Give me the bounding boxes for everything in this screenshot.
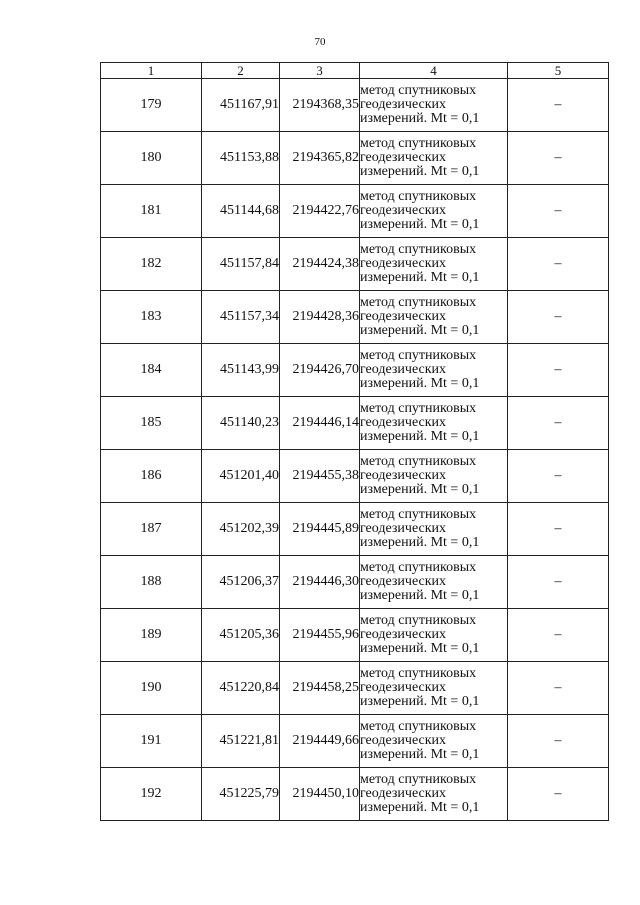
table-row xyxy=(101,609,609,662)
method-line: метод спутниковых xyxy=(360,401,477,416)
method-line: измерений. Mt = 0,1 xyxy=(360,747,480,762)
point-number-cell: 185 xyxy=(101,397,202,450)
x-coordinate-cell: 451140,23 xyxy=(202,397,280,450)
method-line: геодезических xyxy=(360,521,447,536)
table-row xyxy=(101,397,609,450)
point-number-cell: 190 xyxy=(101,662,202,715)
table-row xyxy=(101,291,609,344)
extra-cell: – xyxy=(508,79,609,132)
method-line: измерений. Mt = 0,1 xyxy=(360,217,480,232)
table-body xyxy=(101,79,609,821)
extra-cell: – xyxy=(508,291,609,344)
table-row xyxy=(101,238,609,291)
method-line: метод спутниковых xyxy=(360,454,477,469)
method-line: метод спутниковых xyxy=(360,136,477,151)
method-line: геодезических xyxy=(360,415,447,430)
y-coordinate-cell: 2194365,82 xyxy=(280,132,360,185)
point-number-cell: 189 xyxy=(101,609,202,662)
x-coordinate-cell: 451220,84 xyxy=(202,662,280,715)
y-coordinate-cell: 2194455,96 xyxy=(280,609,360,662)
method-line: метод спутниковых xyxy=(360,666,477,681)
point-number-cell: 181 xyxy=(101,185,202,238)
x-coordinate-cell: 451201,40 xyxy=(202,450,280,503)
extra-cell: – xyxy=(508,344,609,397)
x-coordinate-cell: 451143,99 xyxy=(202,344,280,397)
method-cell xyxy=(360,344,508,397)
method-line: геодезических xyxy=(360,150,447,165)
extra-cell: – xyxy=(508,238,609,291)
point-number-cell: 180 xyxy=(101,132,202,185)
y-coordinate-cell: 2194455,38 xyxy=(280,450,360,503)
method-line: измерений. Mt = 0,1 xyxy=(360,270,480,285)
method-line: измерений. Mt = 0,1 xyxy=(360,800,480,815)
method-line: геодезических xyxy=(360,680,447,695)
x-coordinate-cell: 451225,79 xyxy=(202,768,280,821)
point-number-cell: 183 xyxy=(101,291,202,344)
y-coordinate-cell: 2194449,66 xyxy=(280,715,360,768)
x-coordinate-cell: 451202,39 xyxy=(202,503,280,556)
method-line: измерений. Mt = 0,1 xyxy=(360,323,480,338)
method-line: метод спутниковых xyxy=(360,295,477,310)
method-cell xyxy=(360,556,508,609)
x-coordinate-cell: 451205,36 xyxy=(202,609,280,662)
method-line: метод спутниковых xyxy=(360,613,477,628)
method-cell xyxy=(360,609,508,662)
method-cell xyxy=(360,715,508,768)
y-coordinate-cell: 2194446,30 xyxy=(280,556,360,609)
x-coordinate-cell: 451167,91 xyxy=(202,79,280,132)
method-line: измерений. Mt = 0,1 xyxy=(360,164,480,179)
method-line: метод спутниковых xyxy=(360,507,477,522)
extra-cell: – xyxy=(508,662,609,715)
method-line: измерений. Mt = 0,1 xyxy=(360,376,480,391)
method-cell xyxy=(360,79,508,132)
method-cell xyxy=(360,503,508,556)
point-number-cell: 191 xyxy=(101,715,202,768)
y-coordinate-cell: 2194422,76 xyxy=(280,185,360,238)
extra-cell: – xyxy=(508,397,609,450)
y-coordinate-cell: 2194424,38 xyxy=(280,238,360,291)
point-number-cell: 182 xyxy=(101,238,202,291)
method-line: геодезических xyxy=(360,574,447,589)
method-cell xyxy=(360,132,508,185)
point-number-cell: 186 xyxy=(101,450,202,503)
method-line: измерений. Mt = 0,1 xyxy=(360,429,480,444)
method-line: метод спутниковых xyxy=(360,560,477,575)
table-row xyxy=(101,503,609,556)
method-cell xyxy=(360,238,508,291)
extra-cell: – xyxy=(508,768,609,821)
method-line: геодезических xyxy=(360,256,447,271)
method-cell xyxy=(360,450,508,503)
extra-cell: – xyxy=(508,556,609,609)
table-row xyxy=(101,662,609,715)
table-row xyxy=(101,450,609,503)
y-coordinate-cell: 2194446,14 xyxy=(280,397,360,450)
x-coordinate-cell: 451157,34 xyxy=(202,291,280,344)
method-line: измерений. Mt = 0,1 xyxy=(360,694,480,709)
y-coordinate-cell: 2194450,10 xyxy=(280,768,360,821)
method-line: метод спутниковых xyxy=(360,719,477,734)
table-row xyxy=(101,132,609,185)
extra-cell: – xyxy=(508,609,609,662)
method-line: геодезических xyxy=(360,627,447,642)
table-row xyxy=(101,715,609,768)
method-line: геодезических xyxy=(360,468,447,483)
y-coordinate-cell: 2194428,36 xyxy=(280,291,360,344)
x-coordinate-cell: 451144,68 xyxy=(202,185,280,238)
extra-cell: – xyxy=(508,450,609,503)
extra-cell: – xyxy=(508,185,609,238)
header-col-y: 3 xyxy=(280,63,360,79)
table-row xyxy=(101,344,609,397)
method-line: измерений. Mt = 0,1 xyxy=(360,111,480,126)
extra-cell: – xyxy=(508,715,609,768)
method-line: измерений. Mt = 0,1 xyxy=(360,535,480,550)
header-col-x: 2 xyxy=(202,63,280,79)
point-number-cell: 184 xyxy=(101,344,202,397)
table-row xyxy=(101,556,609,609)
y-coordinate-cell: 2194445,89 xyxy=(280,503,360,556)
method-line: геодезических xyxy=(360,203,447,218)
coordinates-table xyxy=(100,62,609,821)
method-line: геодезических xyxy=(360,97,447,112)
method-line: метод спутниковых xyxy=(360,189,477,204)
header-row xyxy=(101,63,609,79)
table-row xyxy=(101,768,609,821)
x-coordinate-cell: 451153,88 xyxy=(202,132,280,185)
header-col-extra: 5 xyxy=(508,63,609,79)
method-line: измерений. Mt = 0,1 xyxy=(360,588,480,603)
method-line: измерений. Mt = 0,1 xyxy=(360,641,480,656)
y-coordinate-cell: 2194368,35 xyxy=(280,79,360,132)
table-row xyxy=(101,79,609,132)
x-coordinate-cell: 451206,37 xyxy=(202,556,280,609)
point-number-cell: 188 xyxy=(101,556,202,609)
extra-cell: – xyxy=(508,132,609,185)
y-coordinate-cell: 2194426,70 xyxy=(280,344,360,397)
header-col-method: 4 xyxy=(360,63,508,79)
x-coordinate-cell: 451221,81 xyxy=(202,715,280,768)
x-coordinate-cell: 451157,84 xyxy=(202,238,280,291)
method-cell xyxy=(360,397,508,450)
table-header xyxy=(101,63,609,79)
extra-cell: – xyxy=(508,503,609,556)
method-line: метод спутниковых xyxy=(360,83,477,98)
method-line: метод спутниковых xyxy=(360,772,477,787)
method-line: геодезических xyxy=(360,362,447,377)
point-number-cell: 192 xyxy=(101,768,202,821)
method-line: геодезических xyxy=(360,309,447,324)
page-number: 70 xyxy=(314,36,326,48)
method-line: геодезических xyxy=(360,733,447,748)
method-cell xyxy=(360,185,508,238)
method-line: метод спутниковых xyxy=(360,348,477,363)
point-number-cell: 179 xyxy=(101,79,202,132)
table-row xyxy=(101,185,609,238)
point-number-cell: 187 xyxy=(101,503,202,556)
method-line: измерений. Mt = 0,1 xyxy=(360,482,480,497)
method-cell xyxy=(360,291,508,344)
method-line: геодезических xyxy=(360,786,447,801)
method-line: метод спутниковых xyxy=(360,242,477,257)
method-cell xyxy=(360,768,508,821)
header-col-number: 1 xyxy=(101,63,202,79)
y-coordinate-cell: 2194458,25 xyxy=(280,662,360,715)
method-cell xyxy=(360,662,508,715)
